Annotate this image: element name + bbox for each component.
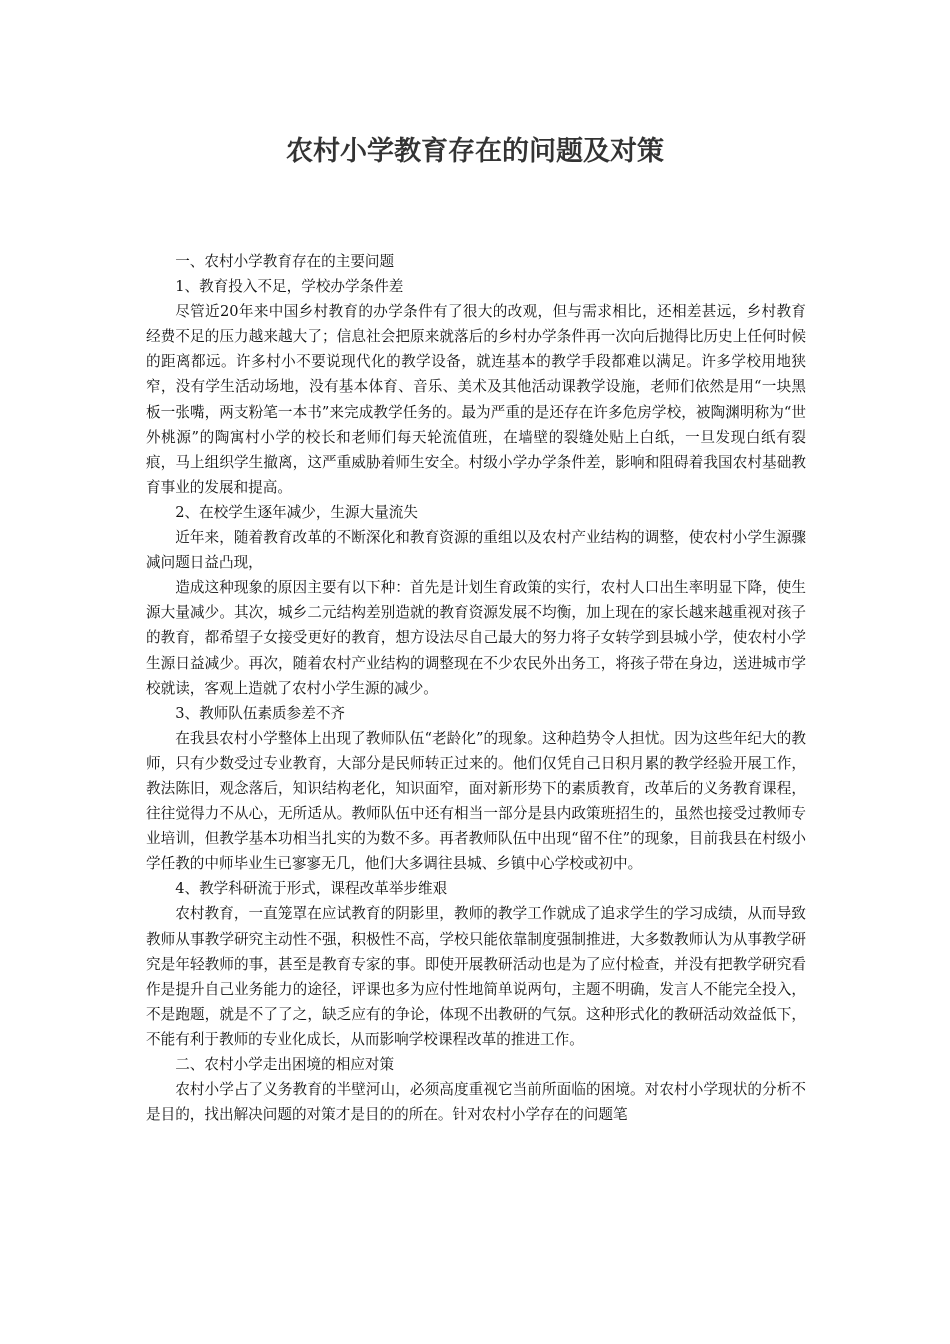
subsection-heading: 1、教育投入不足，学校办学条件差 (175, 278, 404, 296)
document-body (146, 249, 806, 1127)
body-paragraph: 近年来，随着教育改革的不断深化和教育资源的重组以及农村产业结构的调整，使农村小学生源骤减问题日益凸现， (146, 529, 806, 572)
body-paragraph: 造成这种现象的原因主要有以下种：首先是计划生育政策的实行，农村人口出生率明显下降，使生源大量减少。其次，城乡二元结构差别造就的教育资源发展不均衡，加上现在的家长越来越重视对孩子的教育，都希望子女接受更好的教育，想方设法尽自己最大的努力将子女转学到县城小学，使农村小学生源日益减少。再次，随着农村产业结构的调整现在不少农民外出务工，将孩子带在身边，送进城市学校就读，客观上造就了农村小学生源的减少。 (146, 579, 806, 697)
section-heading: 二、农村小学走出困境的相应对策 (175, 1056, 395, 1073)
document-title: 农村小学教育存在的问题及对策 (286, 136, 664, 167)
body-paragraph: 在我县农村小学整体上出现了教师队伍“老龄化”的现象。这种趋势令人担忧。因为这些年纪大的教师，只有少数受过专业教育，大部分是民师转正过来的。他们仅凭自己日积月累的教学经验开展工作，教法陈旧，观念落后，知识结构老化，知识面窄，面对新形势下的素质教育，改革后的义务教育课程，往往觉得力不从心，无所适从。教师队伍中还有相当一部分是县内政策班招生的，虽然也接受过教师专业培训，但教学基本功相当扎实的为数不多。再者教师队伍中出现“留不住”的现象，目前我县在村级小学任教的中师毕业生已寥寥无几，他们大多调往县城、乡镇中心学校或初中。 (146, 729, 806, 873)
section-heading: 一、农村小学教育存在的主要问题 (175, 253, 395, 270)
body-paragraph: 农村教育，一直笼罩在应试教育的阴影里，教师的教学工作就成了追求学生的学习成绩，从而导致教师从事教学研究主动性不强，积极性不高，学校只能依靠制度强制推进，大多数教师认为从事教学研究是年轻教师的事，甚至是教育专家的事。即使开展教研活动也是为了应付检查，并没有把教学研究看作是提升自己业务能力的途径，评课也多为应付性地简单说两句，主题不明确，发言人不能完全投入，不是跑题，就是不了了之，缺乏应有的争论，体现不出教研的气氛。这种形式化的教研活动效益低下，不能有利于教师的专业化成长，从而影响学校课程改革的推进工作。 (146, 905, 806, 1048)
body-paragraph: 尽管近20年来中国乡村教育的办学条件有了很大的改观，但与需求相比，还相差甚远，乡村教育经费不足的压力越来越大了；信息社会把原来就落后的乡村办学条件再一次向后抛得比历史上任何时候的距离都远。许多村小不要说现代化的教学设备，就连基本的教学手段都难以满足。许多学校用地狭窄，没有学生活动场地，没有基本体育、音乐、美术及其他活动课教学设施，老师们依然是用“一块黑板一张嘴，两支粉笔一本书”来完成教学任务的。最为严重的是还存在许多危房学校，被陶渊明称为“世外桃源”的陶寓村小学的校长和老师们每天轮流值班，在墙壁的裂缝处贴上白纸，一旦发现白纸有裂痕，马上组织学生撤离，这严重威胁着师生安全。村级小学办学条件差，影响和阻碍着我国农村基础教育事业的发展和提高。 (146, 303, 806, 496)
body-paragraph: 农村小学占了义务教育的半壁河山，必须高度重视它当前所面临的困境。对农村小学现状的分析不是目的，找出解决问题的对策才是目的的所在。针对农村小学存在的问题笔 (146, 1081, 806, 1124)
subsection-heading: 2、在校学生逐年减少，生源大量流失 (175, 503, 418, 521)
subsection-heading: 4、教学科研流于形式，课程改革举步维艰 (175, 880, 448, 898)
subsection-heading: 3、教师队伍素质参差不齐 (175, 704, 346, 722)
